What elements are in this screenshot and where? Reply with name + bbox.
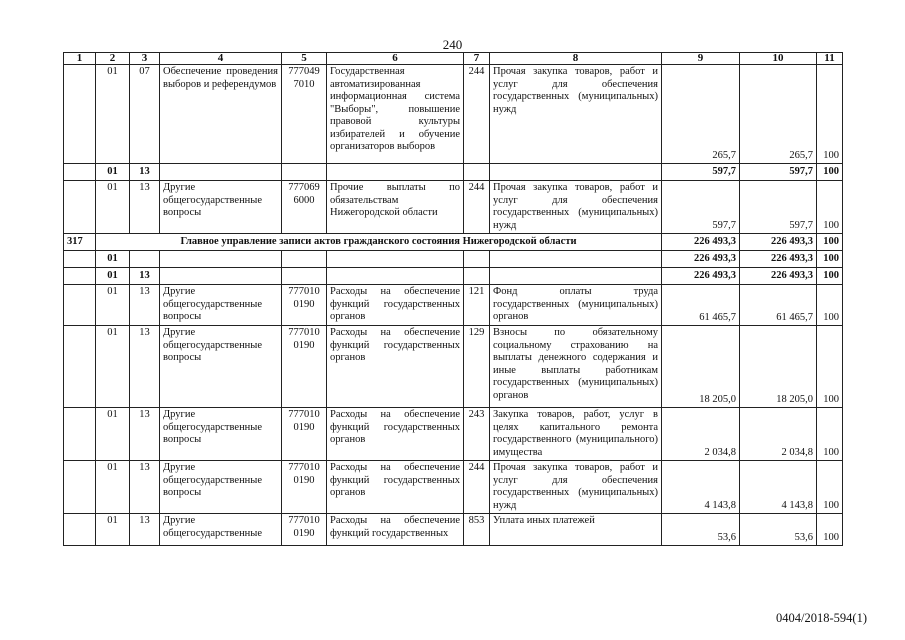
cell-subsection: 13 (130, 408, 160, 461)
cell-target-item (282, 164, 327, 181)
cell-target-name: Расходы на обеспечение функций государственных органов (327, 408, 464, 461)
cell-plan: 226 493,3 (662, 268, 740, 285)
cell-expense-name (490, 268, 662, 285)
cell-target-name (327, 251, 464, 268)
table-row (64, 461, 843, 514)
cell-target-name: Расходы на обеспечение функций государственных органов (327, 285, 464, 326)
cell-code: 317 (64, 234, 96, 251)
cell-expense-name: Прочая закупка товаров, работ и услуг для обеспечения государственных (муниципальных) нужд (490, 461, 662, 514)
cell-target-name: Расходы на обеспечение функций государственных (327, 514, 464, 546)
cell-percent: 100 (817, 181, 843, 234)
cell-expense-type: 853 (464, 514, 490, 546)
cell-subsection-name: Другие общегосударственные вопросы (160, 181, 282, 234)
cell-target-name (327, 164, 464, 181)
cell-subsection (130, 251, 160, 268)
cell-code (64, 251, 96, 268)
cell-percent: 100 (817, 285, 843, 326)
cell-actual: 18 205,0 (740, 326, 817, 408)
column-header-10: 10 (740, 53, 817, 65)
cell-subsection-name: Обеспечение проведения выборов и референдумов (160, 65, 282, 164)
table-row (64, 326, 843, 408)
cell-subsection: 13 (130, 268, 160, 285)
cell-expense-type: 243 (464, 408, 490, 461)
table-row (64, 181, 843, 234)
cell-plan: 18 205,0 (662, 326, 740, 408)
cell-expense-name (490, 164, 662, 181)
document-number: 0404/2018-594(1) (776, 611, 867, 625)
cell-actual: 2 034,8 (740, 408, 817, 461)
department-row (64, 234, 843, 251)
cell-code (64, 461, 96, 514)
cell-expense-type (464, 164, 490, 181)
cell-expense-name: Уплата иных платежей (490, 514, 662, 546)
cell-code (64, 164, 96, 181)
cell-subsection: 07 (130, 65, 160, 164)
table-row (64, 408, 843, 461)
cell-expense-name: Взносы по обязательному социальному страхованию на выплаты денежного содержания и иные выплаты работникам государственных (муниципальных) органов (490, 326, 662, 408)
cell-target-name: Расходы на обеспечение функций государственных органов (327, 461, 464, 514)
cell-plan: 53,6 (662, 514, 740, 546)
column-header-4: 4 (160, 53, 282, 65)
cell-actual: 226 493,3 (740, 268, 817, 285)
cell-code (64, 285, 96, 326)
cell-percent: 100 (817, 326, 843, 408)
cell-subsection-name: Другие общегосударственные вопросы (160, 285, 282, 326)
cell-plan: 226 493,3 (662, 234, 740, 251)
subtotal-row (64, 251, 843, 268)
cell-expense-name: Прочая закупка товаров, работ и услуг для обеспечения государственных (муниципальных) нужд (490, 181, 662, 234)
cell-subsection: 13 (130, 514, 160, 546)
cell-target-name (327, 268, 464, 285)
cell-expense-type (464, 268, 490, 285)
cell-actual: 597,7 (740, 164, 817, 181)
cell-expense-name: Закупка товаров, работ, услуг в целях капитального ремонта государственного (муниципального) имущества (490, 408, 662, 461)
cell-expense-name: Прочая закупка товаров, работ и услуг для обеспечения государственных (муниципальных) нужд (490, 65, 662, 164)
column-header-11: 11 (817, 53, 843, 65)
budget-table (63, 52, 843, 546)
cell-department-name: Главное управление записи актов гражданского состояния Нижегородской области (96, 234, 662, 251)
page-number: 240 (442, 37, 463, 52)
cell-expense-type: 121 (464, 285, 490, 326)
cell-plan: 226 493,3 (662, 251, 740, 268)
cell-actual: 4 143,8 (740, 461, 817, 514)
cell-section: 01 (96, 251, 130, 268)
table-row (64, 514, 843, 546)
cell-percent: 100 (817, 268, 843, 285)
cell-actual: 597,7 (740, 181, 817, 234)
cell-section: 01 (96, 181, 130, 234)
cell-subsection-name: Другие общегосударственные (160, 514, 282, 546)
cell-actual: 53,6 (740, 514, 817, 546)
cell-plan: 597,7 (662, 181, 740, 234)
cell-percent: 100 (817, 234, 843, 251)
cell-subsection-name (160, 251, 282, 268)
cell-subsection-name: Другие общегосударственные вопросы (160, 461, 282, 514)
cell-code (64, 514, 96, 546)
cell-target-item: 777010 0190 (282, 285, 327, 326)
cell-expense-type: 244 (464, 461, 490, 514)
cell-plan: 597,7 (662, 164, 740, 181)
cell-section: 01 (96, 65, 130, 164)
cell-plan: 4 143,8 (662, 461, 740, 514)
cell-percent: 100 (817, 251, 843, 268)
cell-code (64, 408, 96, 461)
column-header-3: 3 (130, 53, 160, 65)
subtotal-row (64, 164, 843, 181)
cell-subsection: 13 (130, 181, 160, 234)
cell-subsection-name: Другие общегосударственные вопросы (160, 408, 282, 461)
cell-target-item: 777010 0190 (282, 514, 327, 546)
cell-expense-type: 129 (464, 326, 490, 408)
cell-plan: 61 465,7 (662, 285, 740, 326)
cell-target-name: Государственная автоматизированная информационная система "Выборы", повышение правовой культуры избирателей и обучение организаторов выборов (327, 65, 464, 164)
cell-section: 01 (96, 461, 130, 514)
cell-percent: 100 (817, 65, 843, 164)
cell-section: 01 (96, 408, 130, 461)
cell-expense-name (490, 251, 662, 268)
cell-target-item: 777010 0190 (282, 408, 327, 461)
cell-actual: 226 493,3 (740, 234, 817, 251)
cell-subsection-name (160, 268, 282, 285)
cell-code (64, 65, 96, 164)
column-header-9: 9 (662, 53, 740, 65)
cell-code (64, 181, 96, 234)
cell-actual: 226 493,3 (740, 251, 817, 268)
cell-subsection: 13 (130, 461, 160, 514)
cell-subsection: 13 (130, 164, 160, 181)
cell-code (64, 326, 96, 408)
cell-expense-type: 244 (464, 181, 490, 234)
table-body (64, 65, 843, 546)
cell-percent: 100 (817, 514, 843, 546)
column-header-1: 1 (64, 53, 96, 65)
subtotal-row (64, 268, 843, 285)
cell-target-item (282, 268, 327, 285)
cell-section: 01 (96, 514, 130, 546)
cell-expense-name: Фонд оплаты труда государственных (муниципальных) органов (490, 285, 662, 326)
cell-subsection-name: Другие общегосударственные вопросы (160, 326, 282, 408)
table-row (64, 65, 843, 164)
cell-target-name: Расходы на обеспечение функций государственных органов (327, 326, 464, 408)
cell-expense-type (464, 251, 490, 268)
cell-target-name: Прочие выплаты по обязательствам Нижегородской области (327, 181, 464, 234)
cell-section: 01 (96, 326, 130, 408)
cell-target-item (282, 251, 327, 268)
cell-target-item: 777010 0190 (282, 326, 327, 408)
cell-section: 01 (96, 285, 130, 326)
column-header-6: 6 (327, 53, 464, 65)
header-row (64, 53, 843, 65)
column-header-8: 8 (490, 53, 662, 65)
cell-plan: 265,7 (662, 65, 740, 164)
cell-actual: 61 465,7 (740, 285, 817, 326)
cell-plan: 2 034,8 (662, 408, 740, 461)
cell-actual: 265,7 (740, 65, 817, 164)
cell-subsection: 13 (130, 326, 160, 408)
column-header-5: 5 (282, 53, 327, 65)
column-header-7: 7 (464, 53, 490, 65)
cell-section: 01 (96, 164, 130, 181)
cell-target-item: 777069 6000 (282, 181, 327, 234)
column-header-2: 2 (96, 53, 130, 65)
cell-subsection-name (160, 164, 282, 181)
cell-expense-type: 244 (464, 65, 490, 164)
table-row (64, 285, 843, 326)
cell-code (64, 268, 96, 285)
cell-percent: 100 (817, 408, 843, 461)
cell-section: 01 (96, 268, 130, 285)
cell-percent: 100 (817, 164, 843, 181)
cell-percent: 100 (817, 461, 843, 514)
cell-target-item: 777049 7010 (282, 65, 327, 164)
cell-target-item: 777010 0190 (282, 461, 327, 514)
cell-subsection: 13 (130, 285, 160, 326)
